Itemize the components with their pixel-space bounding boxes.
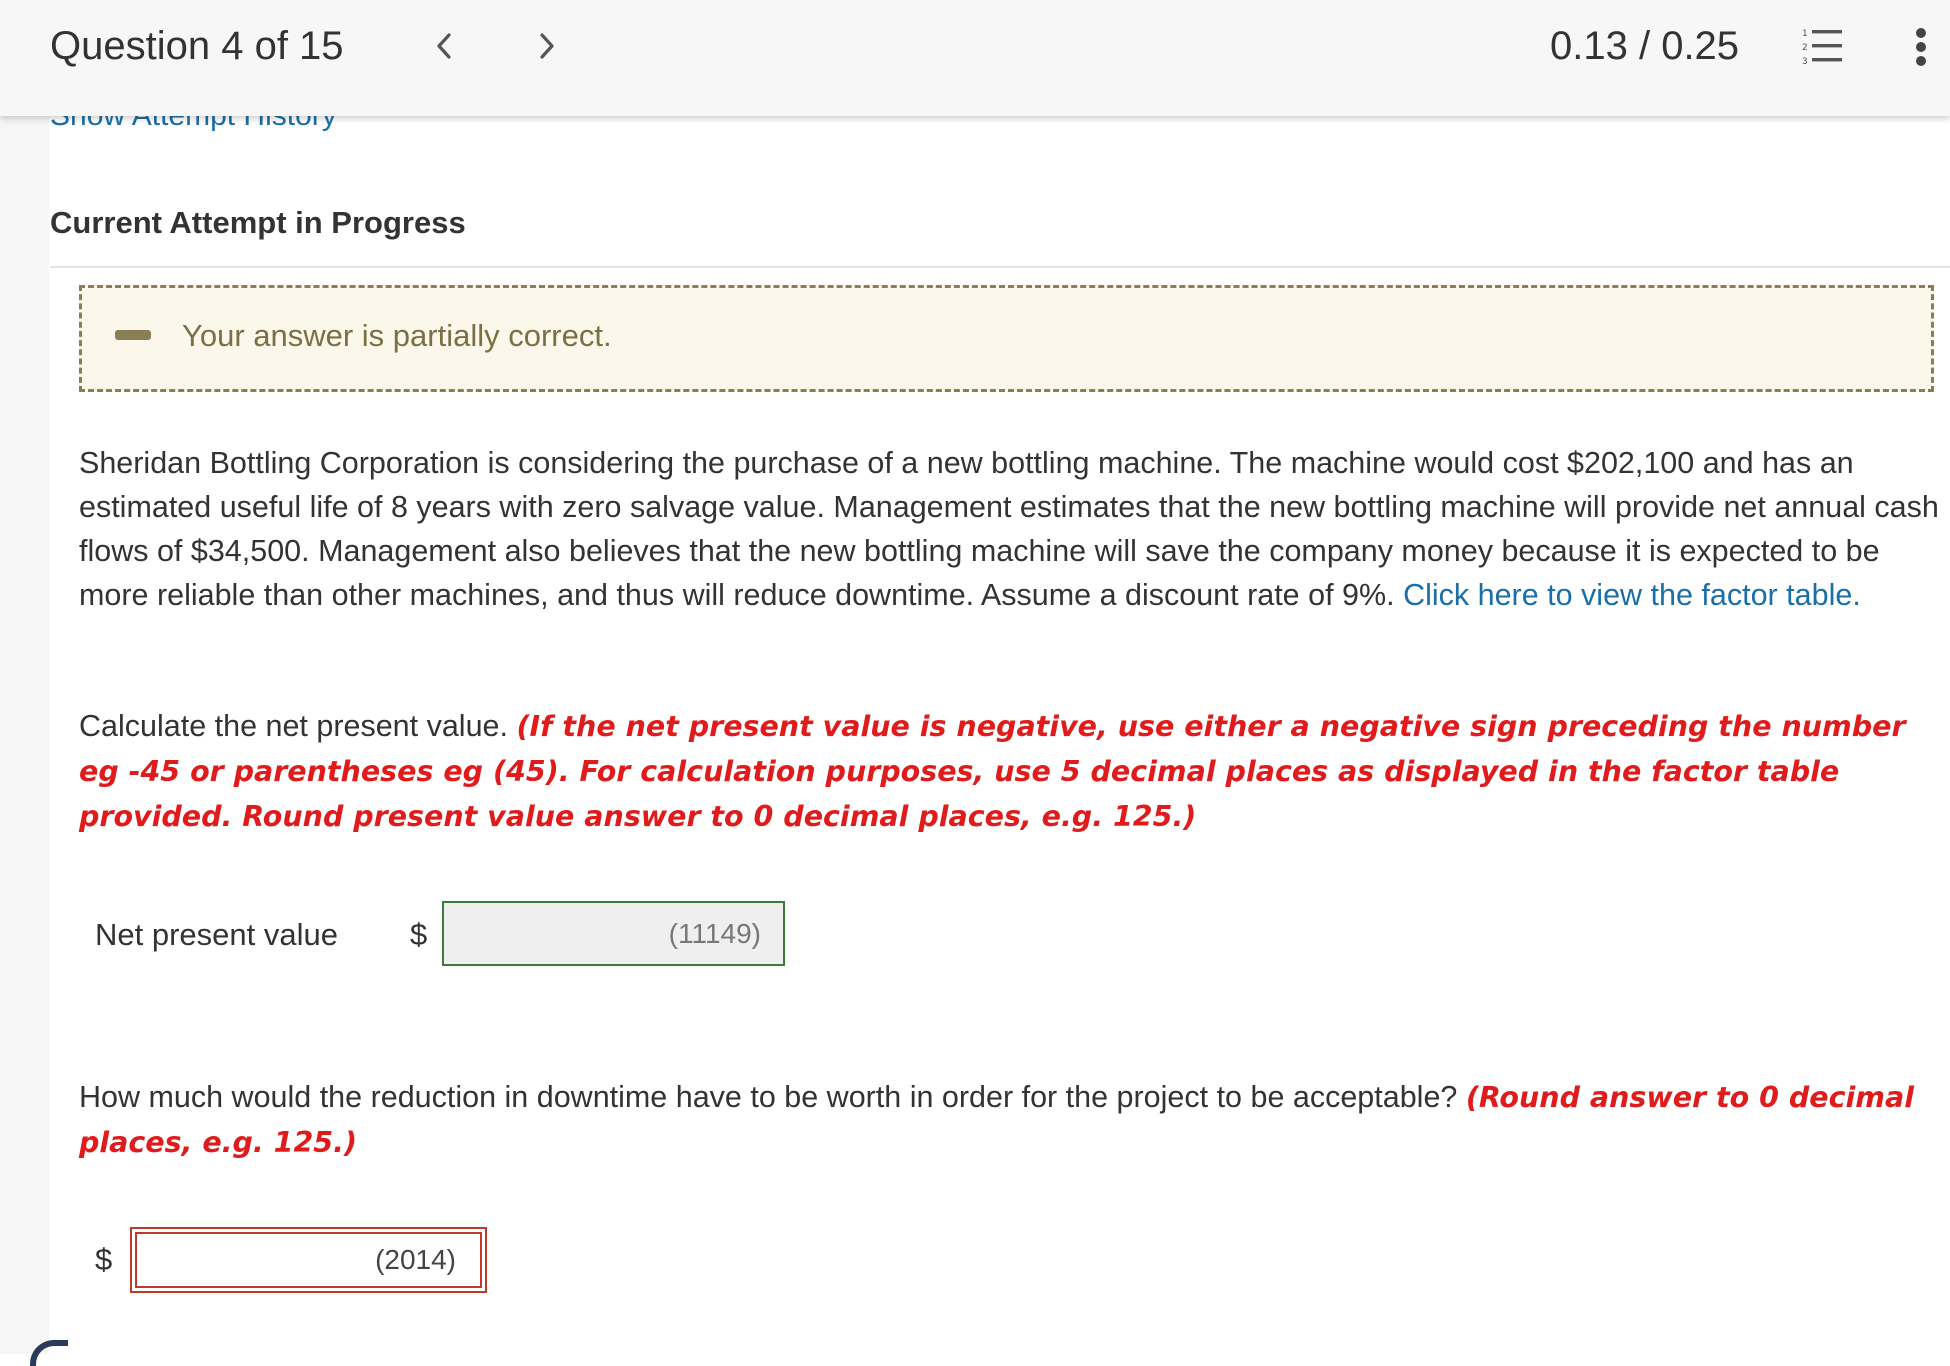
downtime-answer-field[interactable] xyxy=(130,1227,487,1293)
part2-prompt: How much would the reduction in downtime have to be worth in order for the project to be acceptable? xyxy=(79,1080,1458,1114)
chevron-left-icon xyxy=(434,31,454,61)
partial-dash-icon xyxy=(115,330,151,340)
numbered-list-icon xyxy=(1800,26,1844,70)
problem-text: Sheridan Bottling Corporation is considering the purchase of a new bottling machine. The machine would cost $202,100 and has an estimated useful life of 8 years with zero salvage value. Management estimates that the new bottling machine will provide net annual cash flows of $34,500. Management also believes that the new bottling machine will save the company money because it is expected to be more reliable than other machines, and thus will reduce downtime. Assume a discount rate of 9%. xyxy=(79,446,1939,612)
part2-question xyxy=(79,1075,1949,1165)
downtime-currency-symbol: $ xyxy=(95,1242,113,1277)
part1-instruction xyxy=(79,704,1949,839)
left-gutter xyxy=(0,0,49,1354)
more-options-button[interactable] xyxy=(1906,22,1936,72)
factor-table-link[interactable]: Click here to view the factor table. xyxy=(1403,578,1861,612)
downtime-answer-inner xyxy=(135,1232,482,1288)
score-display: 0.13 / 0.25 xyxy=(1550,24,1740,68)
npv-answer-field[interactable] xyxy=(442,901,785,966)
problem-statement xyxy=(79,441,1939,617)
more-vertical-icon xyxy=(1906,22,1936,72)
previous-question-button[interactable] xyxy=(424,26,464,66)
feedback-text: Your answer is partially correct. xyxy=(182,318,612,353)
part1-rounding-note: (If the net present value is negative, use either a negative sign preceding the number eg -45 or parentheses eg (45). For calculation purposes, use 5 decimal places as displayed in the factor table provided. Round present value answer to 0 decimal places, e.g. 125.) xyxy=(79,710,1906,833)
question-counter: Question 4 of 15 xyxy=(50,24,344,68)
downtime-answer-value: (2014) xyxy=(375,1244,456,1275)
feedback-banner xyxy=(79,285,1934,392)
part2-rounding-note: (Round answer to 0 decimal places, e.g. 125.) xyxy=(79,1081,1914,1159)
question-header-bar xyxy=(0,0,1950,116)
svg-text:2: 2 xyxy=(1802,43,1808,53)
svg-text:1: 1 xyxy=(1802,29,1808,39)
section-divider xyxy=(50,266,1950,268)
npv-currency-symbol: $ xyxy=(410,917,428,952)
question-list-button[interactable] xyxy=(1800,26,1844,70)
part1-prompt: Calculate the net present value. xyxy=(79,709,508,743)
next-question-button[interactable] xyxy=(527,26,567,66)
section-title: Current Attempt in Progress xyxy=(50,205,466,240)
chevron-right-icon xyxy=(537,31,557,61)
npv-answer-value: (11149) xyxy=(668,917,761,949)
svg-text:3: 3 xyxy=(1802,57,1808,67)
npv-label: Net present value xyxy=(95,917,338,952)
